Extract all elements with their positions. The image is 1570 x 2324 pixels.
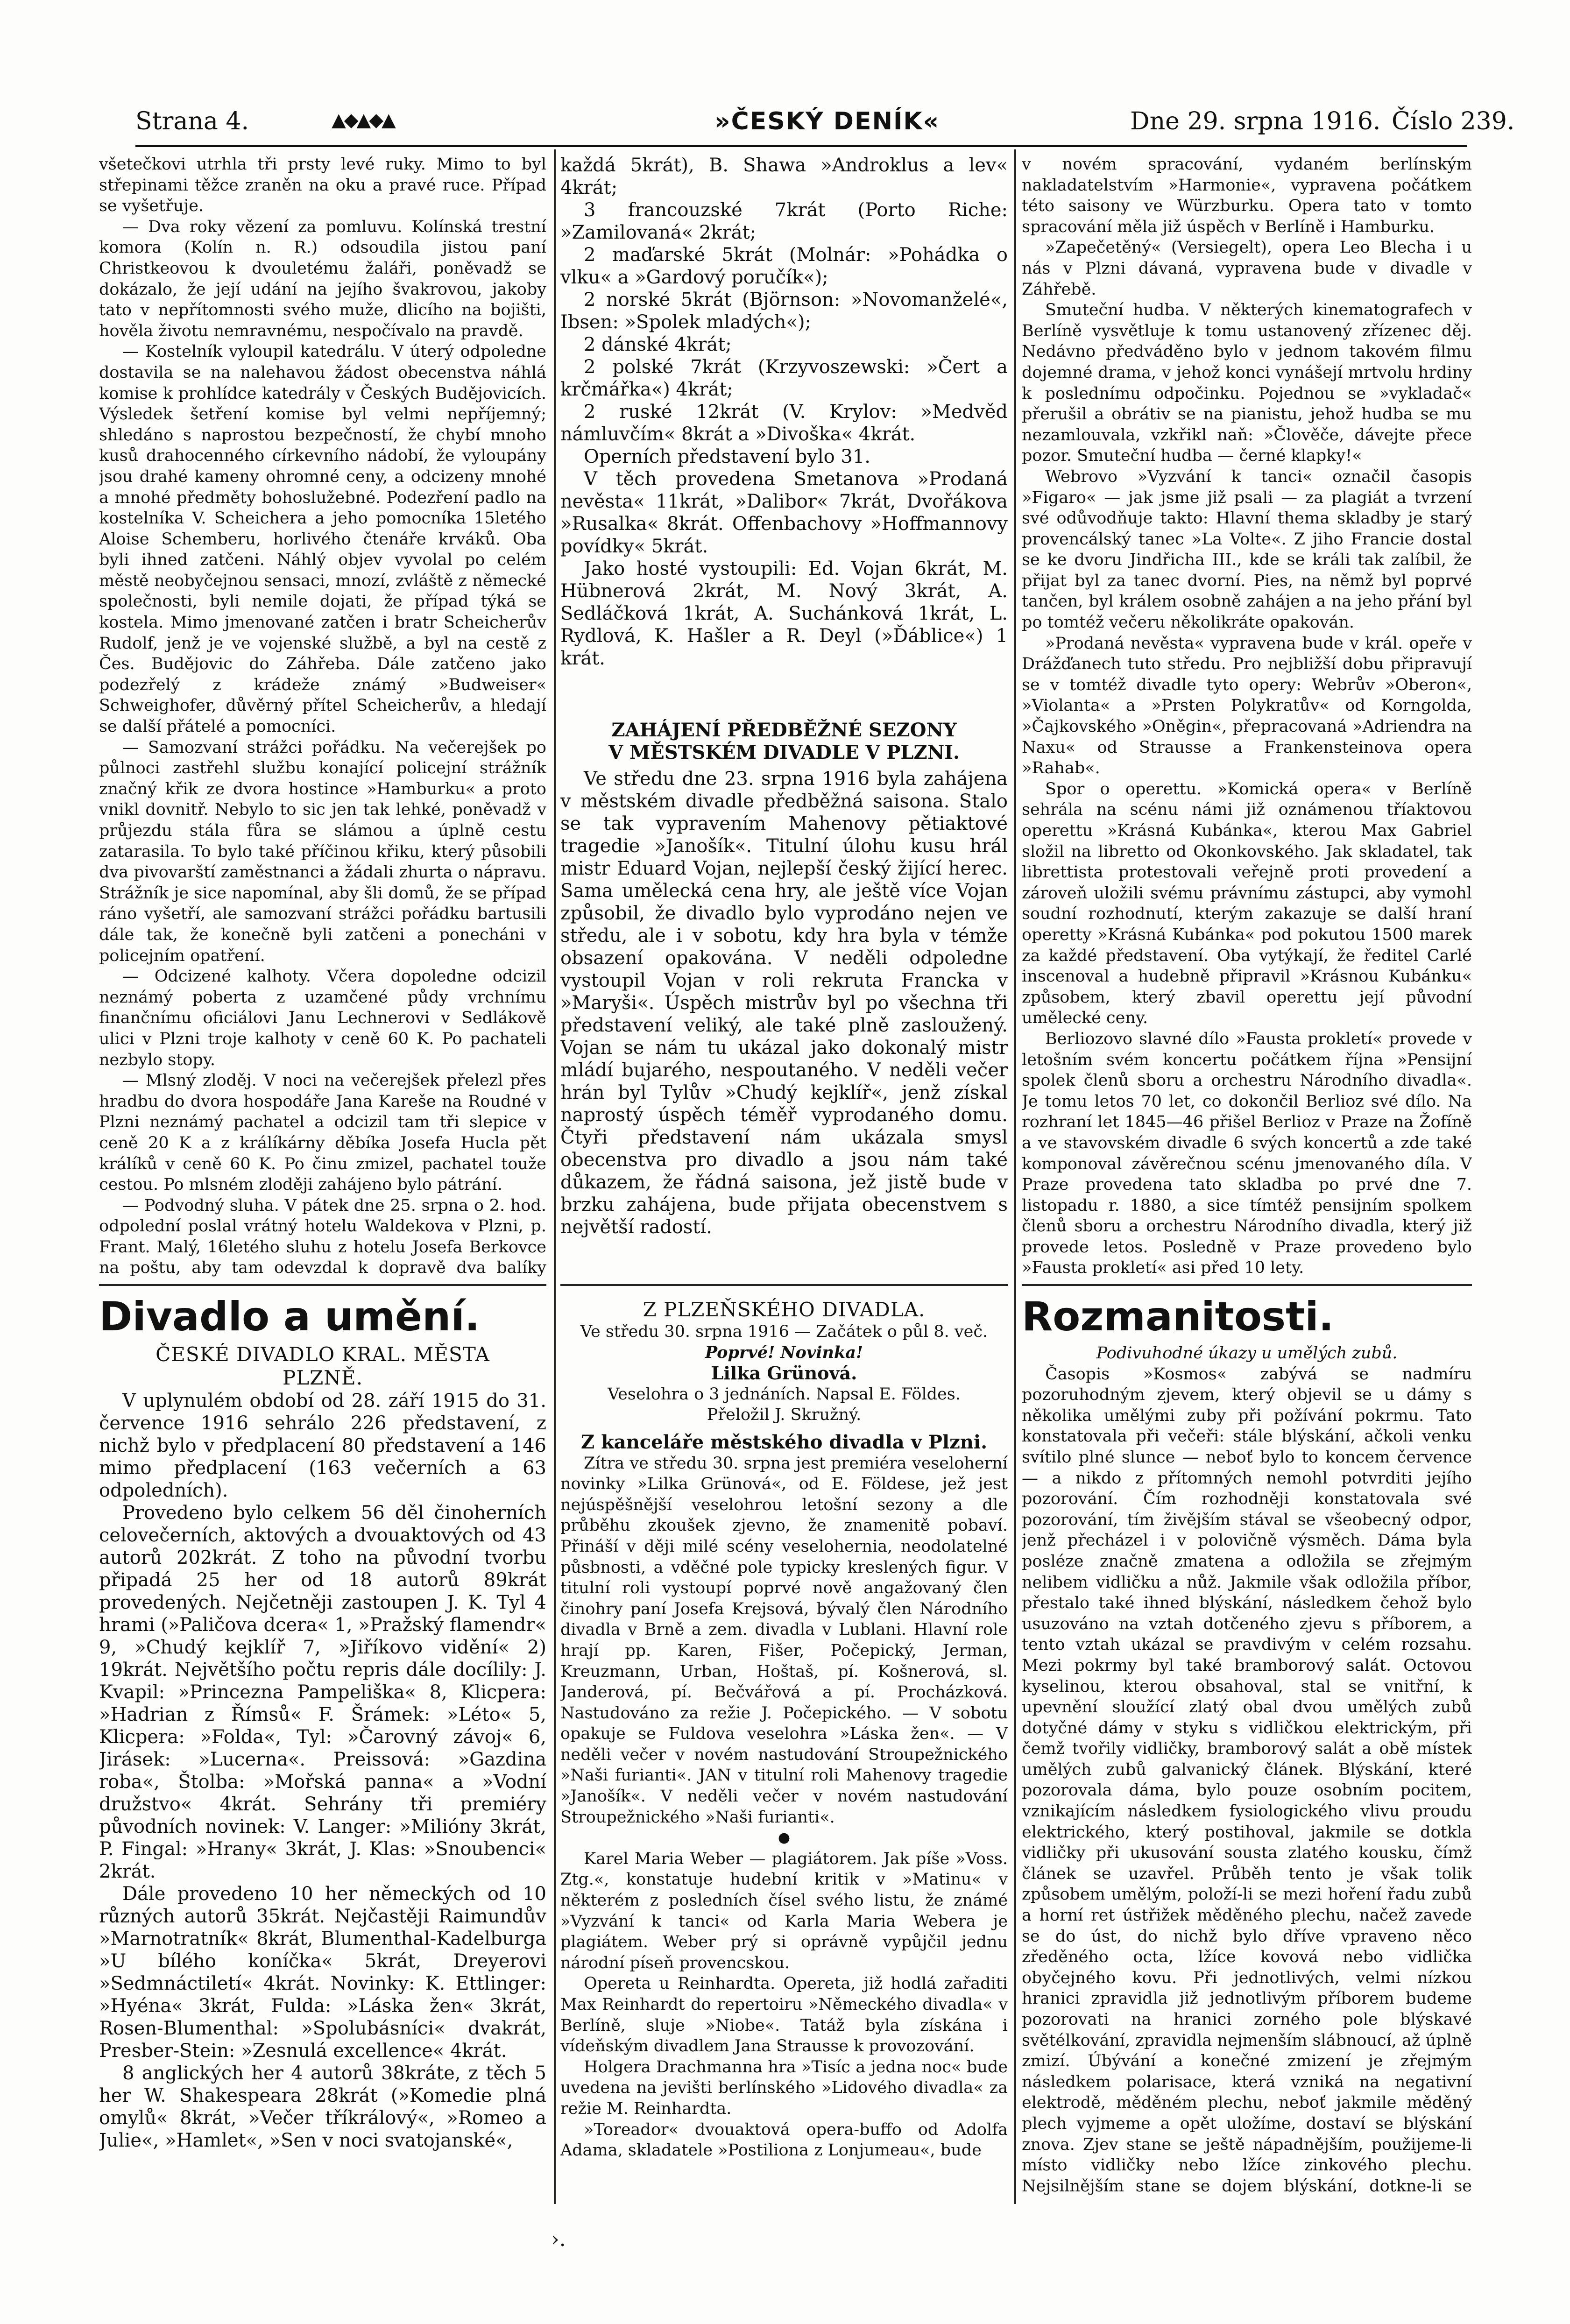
- culture-paragraph: Berliozovo slavné dílo »Fausta prokletí« provede v letošním svém koncertu počátkem října »Pensijní spolek členů sboru a orchestru Národního divadla«. Je tomu letos 70 let, co dokončil Berlioz své dílo. Na rozhraní let 1845—46 přišel Berlioz v Praze na Žofíně a ve stavovském divadle 6 svých koncertů a zde také komponoval závěrečnou scénu jmenovaného díla. V Praze provedena tato skladba po prvé dne 7. listopadu r. 1880, a sice tímtéž pensijním spolkem členů sboru a orchestru Národního divadla, který již provede letos. Posledně v Praze provedeno bylo »Fausta prokletí« asi před 10 lety.: [1022, 1029, 1472, 1278]
- separator-dot-icon: ●: [778, 1830, 791, 1846]
- stat-line: 2 norské 5krát (Björnson: »Novomanželé«, Ibsen: »Spolek mladých«);: [560, 289, 1008, 333]
- section-divider: [99, 1284, 546, 1286]
- plzen-heading: Z PLZEŇSKÉHO DIVADLA.: [643, 1298, 926, 1321]
- play-translator: Přeložil J. Skružný.: [707, 1406, 862, 1425]
- play-title: Lilka Grünová.: [711, 1363, 857, 1384]
- column-rule-2: [1014, 149, 1016, 2204]
- plzen-divadlo-section: [560, 1298, 1008, 2195]
- culture-paragraph: Spor o operettu. »Komická opera« v Berlíně sehrála na scénu námi již oznámenou tříaktovou operettu »Krásná Kubánka«, kterou Max Gabriel složil na libretto od Okonkovského. Jak skladatel, tak librettista protestovali veřejně proti provedení a zároveň uložili svému právnímu zástupci, aby vymohl soudní rozhodnutí, kterým zakazuje se další hraní operetty »Krásná Kubánka« pod pokutou 1500 marek za každé představení. Oba vytýkají, že ředitel Carlé inscenoval a hudebně připravil »Krásnou Kubánku« způsobem, který zbavil operettu její původní umělecké ceny.: [1022, 779, 1472, 1028]
- column-rule-1: [554, 149, 556, 2204]
- culture-note: Karel Maria Weber — plagiátorem. Jak píše »Voss. Ztg.«, konstatuje hudební kritik v »Matinu« v některém z posledních čísel svého listu, že známé »Vyzvání k tanci« od Karla Maria Webera je plagiátem. Weber prý si oprávně vypůjčil jednu národní píseň provencskou.: [560, 1849, 1008, 1972]
- divadlo-paragraph: Provedeno bylo celkem 56 děl činoherních celovečerních, aktových a dvouaktových od 43 autorů 202krát. Z toho na původní tvorbu připadá 25 her od 18 autorů 89krát provedených. Nejčetněji zastoupen J. K. Tyl 4 hrami (»Paličova dcera« 1, »Pražský flamendr« 9, »Chudý kejklíř 7, »Jiříkovo vidění« 2) 19krát. Největšího počtu repris dále docílily: J. Kvapil: »Princezna Pampeliška« 8, Klicpera: »Hadrian z Římsů« F. Šrámek: »Léto« 5, Klicpera: »Folda«, Tyl: »Čarovný závoj« 6, Jirásek: »Lucerna«. Preissová: »Gazdina roba«, Štolba: »Mořská panna« a »Vodní družstvo« 4krát. Sehrány tři premiéry původních novinek: V. Langer: »Milióny 3krát, P. Fingal: »Hrany« 3krát, J. Klas: »Snoubenci« 2krát.: [99, 1502, 546, 1882]
- news-paragraph: všetečkovi utrhla tři prsty levé ruky. Mimo to byl střepinami těžce zraněn na oku a pravé ruce. Případ se vyšetřuje.: [99, 155, 546, 216]
- stat-line: 2 ruské 12krát (V. Krylov: »Medvěd námluvčím« 8krát a »Divoška« 4krát.: [560, 401, 1008, 445]
- stat-line: 2 polské 7krát (Krzyvoszewski: »Čert a krčmářka«) 4krát;: [560, 356, 1008, 400]
- masthead: [135, 103, 1515, 147]
- culture-note: »Toreador« dvouaktová opera-buffo od Adolfa Adama, skladatele »Postiliona z Lonjumeau«, bude: [560, 2120, 1008, 2160]
- stat-line: 2 dánské 4krát;: [584, 334, 732, 355]
- play-author: Veselohra o 3 jednáních. Napsal E. Földes.: [608, 1385, 961, 1404]
- news-paragraph: — Podvodný sluha. V pátek dne 25. srpna o 2. hod. odpolední poslal vrátný hotelu Waldekova v Plzni, p. Frant. Malý, 16letého sluhu z hotelu Josefa Berkovce na poštu, aby tam odevzdal k dopravě dva balíky: [99, 1196, 546, 1278]
- divadlo-paragraph: 8 anglických her 4 autorů 38kráte, z těch 5 her W. Shakespeara 28krát (»Komedie plná omylů« 8krát, »Večer tříkrálový«, »Romeo a Julie«, »Hamlet«, »Sen v noci svatojanské«,: [99, 2063, 546, 2151]
- culture-paragraph: »Zapečetěný« (Versiegelt), opera Leo Blecha i u nás v Plzni dávaná, vypravena bude v divadle v Záhřebě.: [1022, 238, 1472, 299]
- rozmanitosti-subheading: Podivuhodné úkazy u umělých zubů.: [1096, 1344, 1398, 1363]
- rozmanitosti-section: [1022, 1293, 1472, 2195]
- page-number: Strana 4.: [135, 107, 249, 135]
- issue-date: Dne 29. srpna 1916.: [1130, 107, 1381, 135]
- news-paragraph: — Samozvaní strážci pořádku. Na večerejšek po půlnoci zastřehl službu konající policejní strážník značný křik ze dvora hostince »Hamburku« a proto vnikl dovnitř. Nebylo to sic jen tak lehké, poněvadž v průjezdu stála fůra se slámou a úplně cestu zatarasila. To bylo také příčinou křiku, který působili dva pivovarští zaměstnanci a žádali zhurta o nápravu. Strážník je sice napomínal, aby šli domů, že se případ ráno vyšetří, ale samozvaní strážci pořádku bartusili dále tak, že konečně byli zatčeni a ponecháni v policejním opatření.: [99, 738, 546, 965]
- ornament-icon: ▲◆▲◆▲: [332, 109, 394, 131]
- section-heading-rozmanitosti: Rozmanitosti.: [1022, 1293, 1334, 1340]
- newspaper-title: »ČESKÝ DENÍK«: [714, 107, 940, 135]
- page-footer-mark: ›.: [551, 2227, 566, 2251]
- divadlo-section: [99, 1293, 546, 2195]
- column-1-news: [99, 154, 546, 1279]
- stat-line: V těch provedena Smetanova »Prodaná nevěsta« 11krát, »Dalibor« 7krát, Dvořákova »Rusalka« 8krát. Offenbachovy »Hoffmannovy povídky« 5krát.: [560, 468, 1008, 557]
- divadlo-subheading-2: PLZNĚ.: [282, 1366, 363, 1389]
- stat-line: Operních představení bylo 31.: [584, 446, 871, 467]
- stat-line: 3 francouzské 7krát (Porto Riche: »Zamilovaná« 2krát;: [560, 199, 1008, 243]
- zahajeni-paragraph: Ve středu dne 23. srpna 1916 byla zahájena v městském divadle předběžná saisona. Stalo se tak vypravením Mahenovy pětiaktové tragedie »Janošík«. Titulní úlohu kusu hrál mistr Eduard Vojan, nejlepší český žijící herec. Sama umělecká cena hry, ale ještě více Vojan způsobil, že divadlo bylo vyprodáno nejen ve středu, ale i v sobotu, kdy hra byla v témže obsazení opakována. V neděli odpoledne vystoupil Vojan v roli rekruta Francka v »Maryši«. Úspěch mistrův byl po všechna tři představení veliký, ale také plně zasloužený. Vojan se nám tu ukázal jako dokonalý mistr mládí bujarého, nespoutaného. V neděli večer hrán byl Tylův »Chudý kejklíř«, jenž získal naprostý úspěch téměř vyprodaného domu. Čtyři představení nám ukázala smysl obecenstva pro divadlo a jsou nám také důkazem, že řádná saisona, jež jistě bude v brzku zahájena, bude přijata obecenstvem s největší radostí.: [560, 768, 1008, 1238]
- performance-date: Ve středu 30. srpna 1916 — Začátek o půl 8. več.: [580, 1322, 988, 1341]
- news-paragraph: — Kostelník vyloupil katedrálu. V úterý odpoledne dostavila se na nalehavou žádost obecenstva náhlá komise k prohlídce katedrály v Českých Budějovicích. Výsledek šetření komise byl velmi nepříjemný; shledáno s naprostou bezpečností, že chybí mnoho kusů drahocenného církevního nádobí, že vyloupány jsou drahé kameny ohromné ceny, a odcizeny mnohé a mnohé předměty bohoslužebné. Podezření padlo na kostelníka V. Scheichera a jeho pomocníka 15letého Aloise Schemberu, horlivého čtenáře krváků. Oba byli ihned zatčeni. Náhlý objev vyvolal po celém městě neobyčejnou sensaci, mnozí, zvláště z německé společnosti, byli nemile dojati, že případ týká se kostela. Mimo jmenované zatčen i bratr Scheicherův Rudolf, jenž je ve vojenské službě, a byl na cestě z Čes. Budějovic do Záhřeba. Dále zatčeno jako podezřelý z krádeže známý »Budweiser« Schweighofer, důvěrný přítel Scheicherův, a hledají se další přátelé a pomocníci.: [99, 342, 546, 736]
- divadlo-subheading: ČESKÉ DIVADLO KRAL. MĚSTA: [156, 1343, 490, 1366]
- premiere-note: Poprvé! Novinka!: [705, 1342, 863, 1362]
- section-divider: [1022, 1284, 1472, 1286]
- section-divider: [560, 1284, 1008, 1286]
- news-paragraph: — Odcizené kalhoty. Včera dopoledne odcizil neznámý poberta z uzamčené půdy vrchnímu finančnímu oficiálovi Janu Lechnerovi v Sedlákově ulici v Plzni troje kalhoty v ceně 60 K. Po pachateli nezbylo stopy.: [99, 967, 546, 1069]
- rozmanitosti-paragraph: Časopis »Kosmos« zabývá se nadmíru pozoruhodným zjevem, který objevil se u dámy s několika umělými zuby při požívání pokrmu. Tato konstatovala při večeři: stále blýskání, ačkoli venku svítilo plné slunce — neboť bylo to koncem července — a nikdo z přítomných nemohl potvrditi jejího pozorování. Čím rozhodněji konstatovala své pozorování, tím živějším stával se všeobecný odpor, jenž přecházel i v polovičně výsměch. Dáma byla posléze značně zmatena a odložila se zřejmým nelibem vidličku a nůž. Jakmile však odložila příbor, přestalo také ihned blýskání, následkem čehož bylo usuzováno na vztah dotčeného zjevu s příborem, a tento vztah ukázal se pravdivým v celém rozsahu. Mezi pokrmy byl také bramborový salát. Octovou kyselinou, kterou obsahoval, stal se vnitřní, k upevnění sloužící zlatý obal dvou umělých zubů dotyčné dámy v styku s vidličkou elektrickým, při čemž tvořily vidličky, bramborový salát a obě místek umělých zubů galvanický článek. Blýskání, které pozorovala dáma, bylo pouze osobním pocitem, vznikajícím následkem fysiologického vlivu proudu elektrického, který postihoval, jakmile se dotkla vidličky při ukusování sousta zlatého kousku, čímž článek se uzavřel. Průběh tento je však tolik způsobem umělým, položí-li se mezi hoření řadu zubů a horní ret ústřižek měděného plechu, načež zavede se do úst, do nichž bylo dříve vpraveno něco zředěného octa, lžíce kovová nebo vidlička obyčejného kovu. Při jednotlivých, velmi nízkou hranici zpravidla již jednotlivým příborem budeme pozorovati na hranici zorného pole blýskavé světélkování, zpravidla nejmenším slábnoucí, až úplně zmizí. Úbývání a konečné zmizení je zřejmým následkem polarisace, která vzniká na negativní elektrodě, měděném plechu, neboť jakmile měděný plech vyjmeme a opět uložíme, dostaví se blýskání znova. Zjev stane se ještě nápadnějším, použijeme-li místo vidličky nebo lžíce zinkového plechu. Nejsilnějším stane se dojem blýskání, dotkne-li se: [1022, 1364, 1472, 2195]
- column-3-culture: [1022, 154, 1472, 1279]
- column-2-statistics: [560, 154, 1008, 719]
- stat-line: každá 5krát), B. Shawa »Androklus a lev« 4krát;: [560, 155, 1008, 198]
- zahajeni-heading: ZAHÁJENÍ PŘEDBĚŽNÉ SEZONY: [611, 719, 957, 741]
- news-paragraph: — Dva roky vězení za pomluvu. Kolínská trestní komora (Kolín n. R.) odsoudila jistou paní Christkeovou k dvouletému žaláři, poněvadž se dokázalo, že její udání na jejího švakrovou, jakoby tato v nepřítomnosti svého muže, dlicího na bojišti, hověla životu nemravnému, nespočívalo na pravdě.: [99, 217, 546, 340]
- culture-note: Holgera Drachmanna hra »Tisíc a jedna noc« bude uvedena na jevišti berlínského »Lidového divadla« za režie M. Reinhardta.: [560, 2057, 1008, 2118]
- divadlo-paragraph: V uplynulém období od 28. září 1915 do 31. července 1916 sehrálo 226 představení, z nichž bylo v předplacení 80 představení a 146 mimo předplacení (163 večerních a 63 odpoledních).: [99, 1390, 546, 1501]
- culture-paragraph: Webrovo »Vyzvání k tanci« označil časopis »Figaro« — jak jsme již psali — za plagiát a tvrzení své odůvodňuje takto: Hlavní thema skladby je starý provencálský tanec »La Volte«. Z jiho Francie dostal se ke dvoru Jindřicha III., kde se králi tak zalíbil, že přijat byl za tanec dvorní. Pies, na němž byl poprvé tančen, byl králem osobně zahájen a na jeho přání byl po tomtéž večeru několikráte opakován.: [1022, 467, 1472, 632]
- section-heading-divadlo: Divadlo a umění.: [99, 1293, 480, 1340]
- zahajeni-subheading: V MĚSTSKÉM DIVADLE V PLZNI.: [608, 742, 960, 763]
- news-paragraph: — Mlsný zloděj. V noci na večerejšek přelezl přes hradbu do dvora hospodáře Jana Kareše na Roudné v Plzni neznámý pachatel a odcizil tam tři slepice v ceně 20 K a z králíkárny děbíka Josefa Hucla pět králíků v ceně 60 K. Po činu zmizel, pachatel touže cestou. Po mlsném zloději zahájeno bylo pátrání.: [99, 1071, 546, 1194]
- culture-paragraph: Smuteční hudba. V některých kinematografech v Berlíně vysvětluje k tomu ustanovený zřízenec děj. Nedávno předváděno bylo v jednom takovém filmu dojemné drama, v jehož konci vynášejí mrtvolu hrdiny k poslednímu odpočinku. Pojednou se »vykladač« přerušil a obrátiv se na pianistu, jehož hudba se mu nezamlouvala, vzkřikl naň: »Člověče, dávejte přece pozor. Smuteční hudba — černé klapky!«: [1022, 301, 1472, 466]
- zahajeni-section: [560, 719, 1008, 1275]
- stat-line: Jako hosté vystoupili: Ed. Vojan 6krát, M. Hübnerová 2krát, M. Nový 3krát, A. Sedláčková 1krát, A. Suchánková 1krát, L. Rydlová, K. Hašler a R. Deyl (»Ďáblice«) 1 krát.: [560, 558, 1008, 669]
- kancelar-paragraph: Zítra ve středu 30. srpna jest premiéra veseloherní novinky »Lilka Grünová«, od E. Földese, jež jest nejúspěšnější veselohrou letošní sezony a dle průběhu zkoušek zjevno, že znamenitě pobaví. Přináší v ději milé scény veselohernia, neodolatelné půsbnosti, a vděčné pole typicky kreslených figur. V titulní roli vystoupí poprvé nově angažovaný člen činohry paní Josefa Krejsová, bývalý člen Národního divadla v Brně a zem. divadla v Lublani. Hlavní role hrají pp. Karen, Fišer, Počepický, Jerman, Kreuzmann, Urban, Hoštaš, pí. Košnerová, sl. Janderová, pí. Bečvářová a pí. Procházková. Nastudováno za režie J. Počepického. — V sobotu opakuje se Fuldova veselohra »Láska žen«. — V neděli večer v novém nastudování Stroupežnického »Naši furianti«. JAN v titulní roli Mahenovy tragedie »Janošík«. V neděli večer v novém nastudování Stroupežnického »Naši furianti«.: [560, 1454, 1008, 1827]
- culture-note: Opereta u Reinhardta. Opereta, již hodlá zařaditi Max Reinhardt do repertoiru »Německého divadla« v Berlíně, sluje »Niobe«. Tatáž byla získána i vídeňským divadlem Jana Strausse k provozování.: [560, 1974, 1008, 2056]
- culture-paragraph: v novém spracování, vydaném berlínským nakladatelstvím »Harmonie«, vypravena počátkem této saisony ve Würzburku. Opera tato v tomto spracování měla již úspěch v Berlíně i Hamburku.: [1022, 155, 1472, 236]
- culture-paragraph: »Prodaná nevěsta« vypravena bude v král. opeře v Drážďanech tuto středu. Pro nejbližší dobu připravují se v tomtéž divadle tyto opery: Webrův »Oberon«, »Violanta« a »Prsten Polykratův« od Korngolda, »Čajkovského »Oněgin«, přepracovaná »Adriendra na Naxu« od Strausse a Frankensteinova opera »Rahab«.: [1022, 634, 1472, 778]
- kancelar-heading: Z kanceláře městského divadla v Plzni.: [580, 1431, 988, 1453]
- stat-line: 2 maďarské 5krát (Molnár: »Pohádka o vlku« a »Gardový poručík«);: [560, 244, 1008, 288]
- issue-number: Číslo 239.: [1392, 107, 1515, 135]
- divadlo-paragraph: Dále provedeno 10 her německých od 10 různých autorů 35krát. Nejčastěji Raimundův »Marnotratník« 8krát, Blumenthal-Kadelburga »U bílého koníčka« 5krát, Dreyerovi »Sedmnáctiletí« 4krát. Novinky: K. Ettlinger: »Hyéna« 3krát, Fulda: »Láska žen« 3krát, Rosen-Blumenthal: »Spolubásníci« dvakrát, Presber-Stein: »Zesnulá excellence« 4krát.: [99, 1883, 546, 2062]
